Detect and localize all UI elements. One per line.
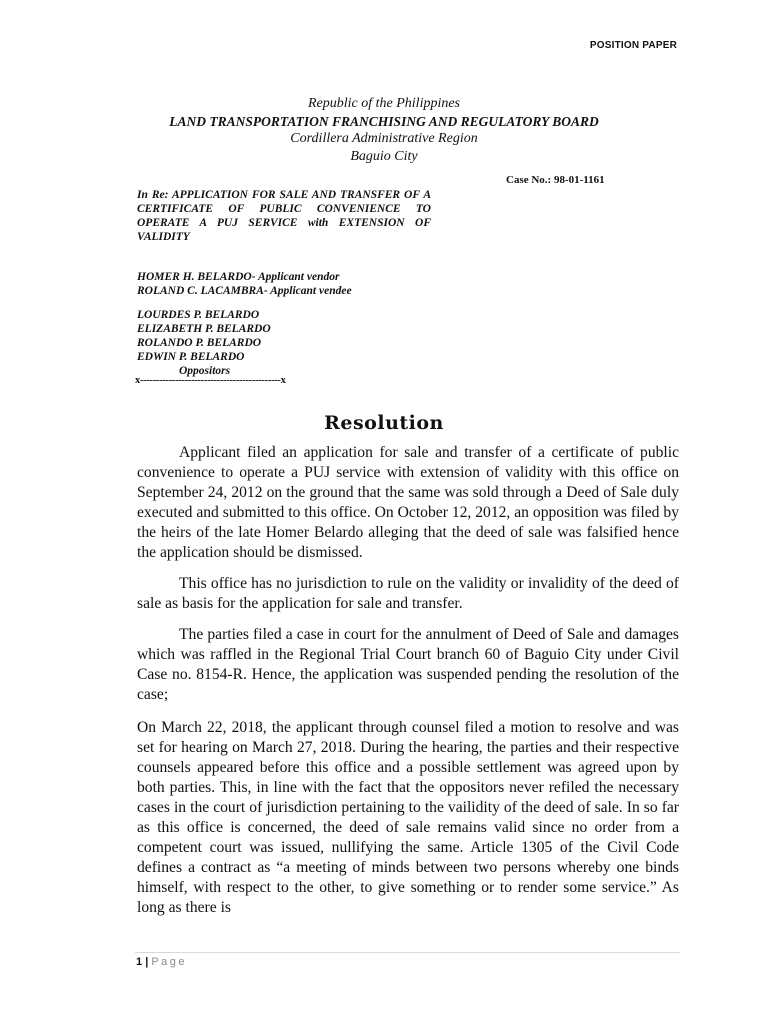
resolution-title: Resolution [324,412,444,434]
agency-heading [0,95,768,165]
oppositors-label: Oppositors [179,365,231,377]
republic-line: Republic of the Philippines [307,96,461,111]
header-label: POSITION PAPER [589,40,677,51]
resolution-body [137,432,679,918]
city-line: Baguio City [350,148,418,164]
applicant-vendee: ROLAND C. LACAMBRA- Applicant vendee [137,285,352,297]
oppositor-name: EDWIN P. BELARDO [137,351,245,363]
oppositor-name: ROLANDO P. BELARDO [137,337,262,349]
body-paragraph: The parties filed a case in court for the annulment of Deed of Sale and damages which was raffled in the Regional Trial Court branch 60 of Baguio City under Civil Case no. 8154-R. Hence, the application was suspended pending the resolution of the case; [137,626,679,703]
footer-separator: | [145,956,149,968]
page-label: Page [151,956,188,968]
body-paragraph: Applicant filed an application for sale and transfer of a certificate of public convenience to operate a PUJ service with extension of validity with this office on September 24, 2012 on the ground that the same was sold through a Deed of Sale duly executed and submitted to this office. On October 12, 2012, an opposition was filed by the heirs of the late Homer Belardo alleging that the deed of sale was falsified hence the application should be dismissed. [137,444,679,561]
page-footer [136,956,187,968]
board-name: LAND TRANSPORTATION FRANCHISING AND REGULATORY BOARD [169,113,599,129]
page-number: 1 [136,956,143,968]
oppositor-name: ELIZABETH P. BELARDO [137,323,271,335]
body-paragraph: On March 22, 2018, the applicant through counsel filed a motion to resolve and was set for hearing on March 27, 2018. During the hearing, the parties and their respective counsels appeared before this office and a possible settlement was agreed upon by both parties. This, in line with the fact that the oppositors never refiled the necessary cases in the court of jurisdiction pertaining to the vailidity of the deed of sale. In so far as this office is concerned, the deed of sale remains valid since no order from a competent court was issued, nullifying the same. Article 1305 of the Civil Code defines a contract as “a meeting of minds between two persons whereby one binds himself, with respect to the other, to give something or to render some service.” As long as there is [137,719,679,916]
parties-block [137,270,352,298]
in-re-caption: In Re: APPLICATION FOR SALE AND TRANSFER OF A CERTIFICATE OF PUBLIC CONVENIENCE TO OPERATE A PUJ SERVICE with EXTENSION OF VALIDITY [137,189,431,243]
applicant-vendor: HOMER H. BELARDO- Applicant vendor [137,271,340,283]
region-line: Cordillera Administrative Region [290,131,478,146]
footer-rule [135,952,680,953]
body-paragraph: This office has no jurisdiction to rule on the validity or invalidity of the deed of sale as basis for the application for sale and transfer. [137,575,679,612]
oppositors-block [137,308,271,378]
case-number: Case No.: 98-01-1161 [506,174,605,186]
oppositor-name: LOURDES P. BELARDO [137,309,260,321]
caption-divider: x--------------------------------------------x [135,375,286,386]
